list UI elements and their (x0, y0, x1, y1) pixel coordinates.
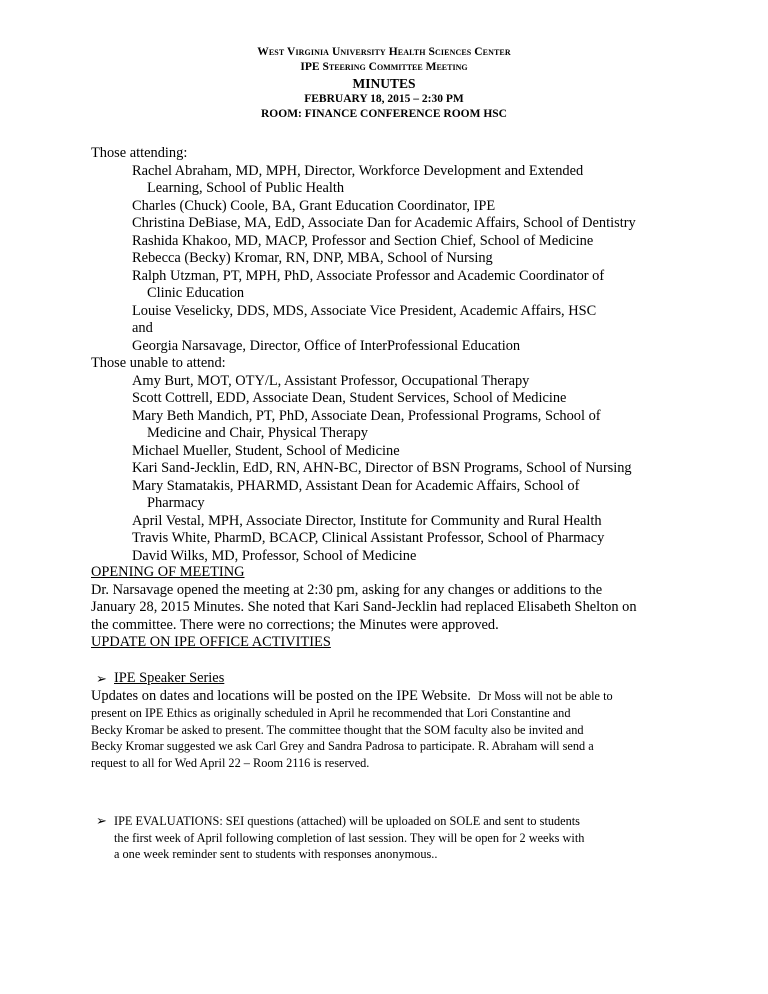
evaluations-line: the first week of April following completion of last session. They will be open for 2 weeks with (114, 830, 585, 845)
attendee-line: Ralph Utzman, PT, MPH, PhD, Associate Professor and Academic Coordinator of (132, 267, 605, 284)
attendee-entry (91, 390, 731, 408)
arrow-bullet-icon: ➢ (96, 813, 107, 828)
attendee-line: Scott Cottrell, EDD, Associate Dean, Student Services, School of Medicine (132, 390, 567, 406)
meeting-date: FEBRUARY 18, 2015 – 2:30 PM (304, 93, 464, 105)
attendee-entry (91, 320, 731, 338)
attendee-line: Travis White, PharmD, BCACP, Clinical Assistant Professor, School of Pharmacy (132, 530, 605, 546)
attendee-line: Rashida Khakoo, MD, MACP, Professor and Section Chief, School of Medicine (132, 232, 594, 249)
attendee-line: Christina DeBiase, MA, EdD, Associate Dan for Academic Affairs, School of Dentistry (132, 215, 636, 231)
evaluations-line (91, 813, 731, 830)
attendee-entry (91, 513, 731, 531)
institution-name: West Virginia University Health Sciences Center (257, 46, 511, 58)
opening-line: Dr. Narsavage opened the meeting at 2:30 pm, asking for any changes or additions to the (91, 581, 603, 598)
attendee-line: Amy Burt, MOT, OTY/L, Assistant Professor, Occupational Therapy (132, 372, 530, 389)
attendee-line: Rachel Abraham, MD, MPH, Director, Workforce Development and Extended (132, 162, 584, 179)
speaker-series-note: Dr Moss will not be able to (478, 688, 613, 703)
attendee-continuation: Medicine and Chair, Physical Therapy (147, 425, 368, 441)
attendee-continuation: Clinic Education (147, 285, 245, 301)
speaker-series-bullet (91, 670, 731, 688)
opening-line: January 28, 2015 Minutes. She noted that Kari Sand-Jecklin had replaced Elisabeth Shelton on (91, 599, 637, 615)
attendee-entry (91, 163, 731, 198)
attendance-section (91, 145, 731, 565)
attendee-entry (91, 338, 731, 356)
speaker-series-line: Becky Kromar suggested we ask Carl Grey and Sandra Padrosa to participate. R. Abraham will send a (91, 739, 594, 753)
speaker-series-heading: IPE Speaker Series (114, 670, 225, 686)
attendee-line: Louise Veselicky, DDS, MDS, Associate Vice President, Academic Affairs, HSC (132, 302, 597, 319)
attendee-entry (91, 233, 731, 251)
attendee-line: and (132, 320, 153, 336)
attendee-continuation: Learning, School of Public Health (147, 180, 345, 196)
document-header (0, 44, 768, 122)
attendee-line: Michael Mueller, Student, School of Medicine (132, 442, 400, 459)
unable-list (91, 373, 731, 566)
attendee-entry (91, 548, 731, 566)
evaluations-line: a one week reminder sent to students with responses anonymous.. (114, 847, 438, 861)
attendee-entry (91, 530, 731, 548)
committee-name: IPE Steering Committee Meeting (300, 61, 468, 73)
meeting-room: ROOM: FINANCE CONFERENCE ROOM HSC (261, 108, 507, 120)
attendee-line: Rebecca (Becky) Kromar, RN, DNP, MBA, School of Nursing (132, 250, 493, 266)
attendee-entry (91, 250, 731, 268)
attendee-line: April Vestal, MPH, Associate Director, Institute for Community and Rural Health (132, 512, 602, 529)
attending-list (91, 163, 731, 356)
attendee-entry (91, 460, 731, 478)
attendee-line: David Wilks, MD, Professor, School of Medicine (132, 547, 417, 564)
attendee-entry (91, 303, 731, 321)
speaker-series-line: Becky Kromar be asked to present. The committee thought that the SOM faculty also be invited and (91, 722, 584, 737)
evaluations-text: IPE EVALUATIONS: SEI questions (attached) will be uploaded on SOLE and sent to students (114, 814, 580, 828)
attendee-entry (91, 443, 731, 461)
speaker-series-line: present on IPE Ethics as originally scheduled in April he recommended that Lori Constantine and (91, 706, 571, 720)
attendee-line: Mary Beth Mandich, PT, PhD, Associate Dean, Professional Programs, School of (132, 407, 601, 424)
update-heading: UPDATE ON IPE OFFICE ACTIVITIES (91, 634, 331, 650)
attendee-continuation: Pharmacy (147, 495, 205, 511)
evaluations-item (91, 813, 731, 863)
opening-line: the committee. There were no corrections; the Minutes were approved. (91, 616, 499, 633)
attendee-line: Mary Stamatakis, PHARMD, Assistant Dean for Academic Affairs, School of (132, 477, 580, 494)
speaker-series-line: request to all for Wed April 22 – Room 2116 is reserved. (91, 755, 370, 770)
attending-label: Those attending: (91, 145, 188, 161)
attendee-entry (91, 373, 731, 391)
arrow-bullet-icon: ➢ (96, 671, 107, 686)
speaker-series-item (91, 670, 731, 771)
attendee-entry (91, 478, 731, 513)
attendee-line: Kari Sand-Jecklin, EdD, RN, AHN-BC, Director of BSN Programs, School of Nursing (132, 460, 632, 476)
attendee-entry (91, 268, 731, 303)
opening-heading: OPENING OF MEETING (91, 564, 245, 580)
speaker-series-line: Updates on dates and locations will be posted on the IPE Website. (91, 687, 471, 704)
unable-label: Those unable to attend: (91, 355, 226, 371)
document-title: MINUTES (352, 76, 416, 91)
update-section (91, 634, 731, 652)
speaker-series-text (91, 688, 731, 706)
attendee-entry (91, 408, 731, 443)
opening-section (91, 564, 731, 634)
attendee-entry (91, 215, 731, 233)
attendee-entry (91, 198, 731, 216)
attendee-line: Charles (Chuck) Coole, BA, Grant Education Coordinator, IPE (132, 197, 496, 214)
attendee-line: Georgia Narsavage, Director, Office of InterProfessional Education (132, 337, 521, 354)
